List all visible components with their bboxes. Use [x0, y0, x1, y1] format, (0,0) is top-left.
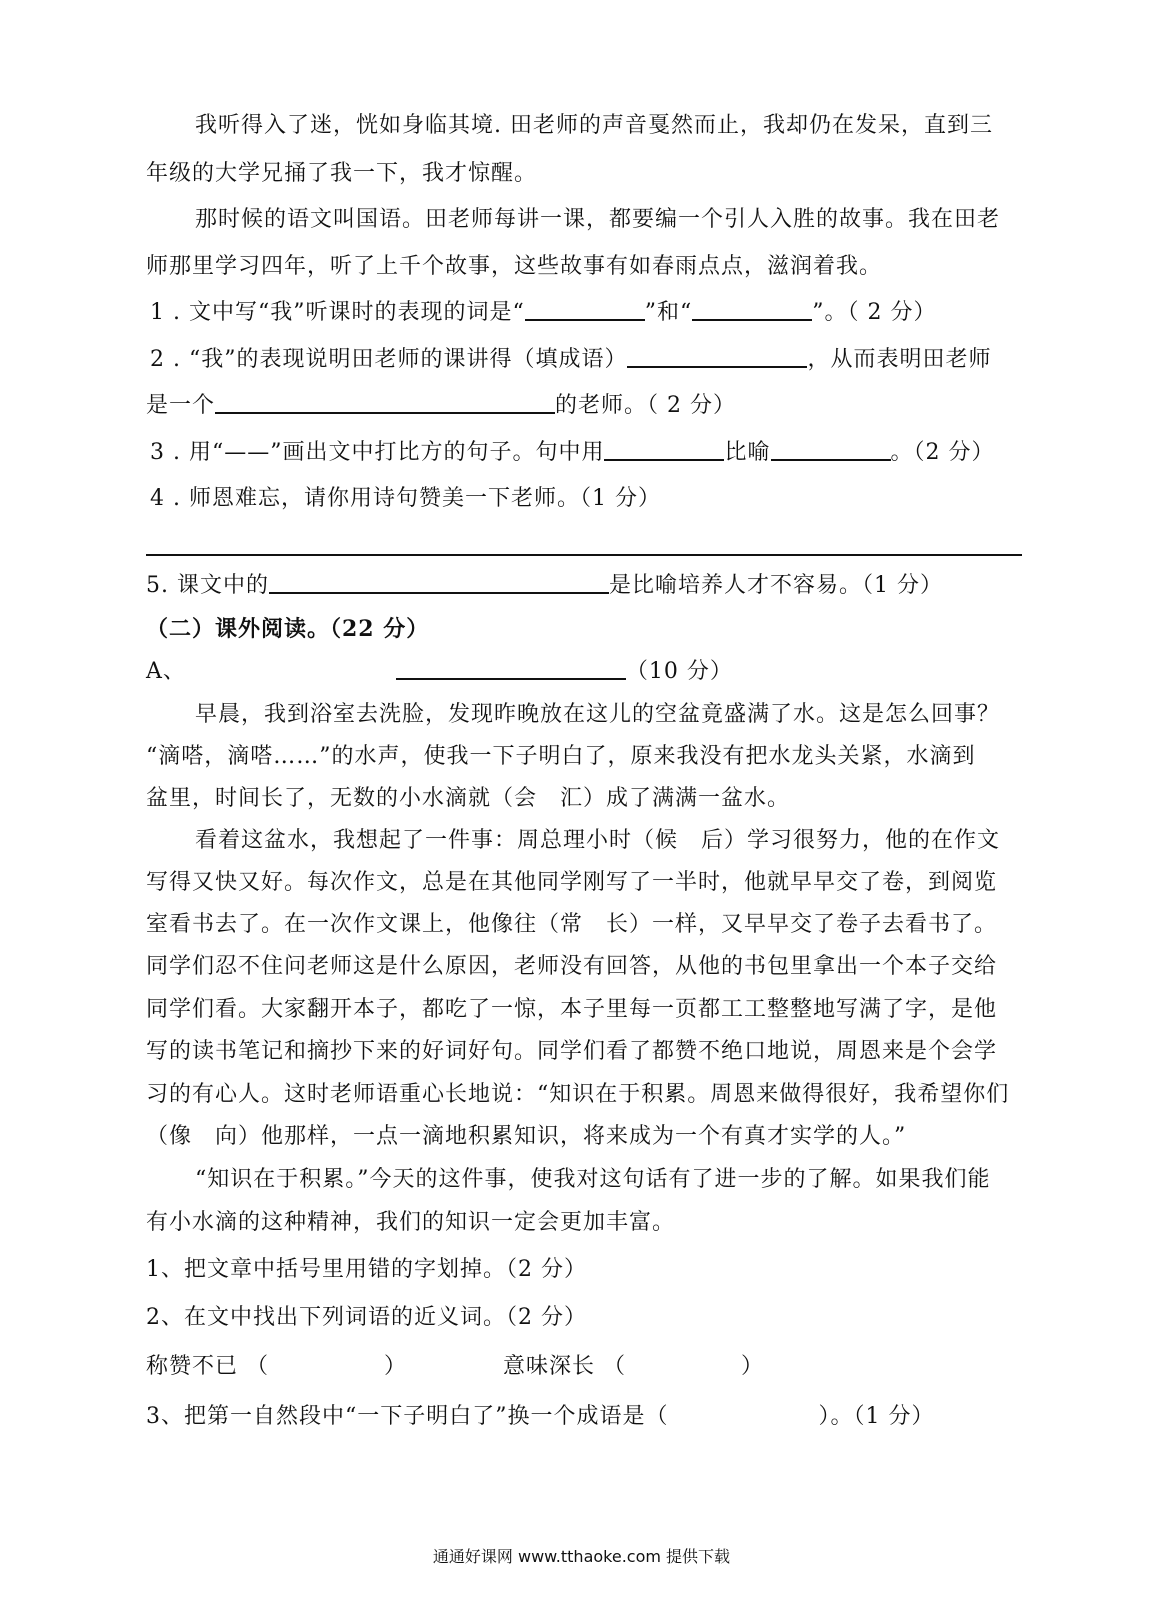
passage1-line: 那时候的语文叫国语。田老师每讲一课，都要编一个引人入胜的故事。我在田老 — [195, 207, 1001, 232]
passage2-line: 同学们忍不住问老师这是什么原因，老师没有回答，从他的书包里拿出一个本子交给 — [146, 954, 998, 979]
answer-blank[interactable] — [604, 437, 724, 461]
answer-blank[interactable] — [771, 437, 891, 461]
passage2-line: 盆里，时间长了，无数的小水滴就（会 汇）成了满满一盆水。 — [146, 786, 791, 811]
passage2-line: “知识在于积累。”今天的这件事，使我对这句话有了进一步的了解。如果我们能 — [195, 1167, 991, 1192]
passage1-line: 我听得入了迷，恍如身临其境. 田老师的声音戛然而止，我却仍在发呆，直到三 — [195, 113, 993, 138]
question-3: 3 . 用“——”画出文中打比方的句子。句中用 比喻 。（2 分） — [150, 437, 995, 468]
article-title-row: A、 （10 分） — [146, 656, 733, 687]
question-2-cont: 是一个 的老师。（ 2 分） — [146, 390, 736, 421]
question-b2: 2、在文中找出下列词语的近义词。（2 分） — [146, 1305, 587, 1330]
question-b3: 3、把第一自然段中“一下子明白了”换一个成语是（ ）。（1 分） — [146, 1404, 935, 1429]
passage1-line: 年级的大学兄捅了我一下，我才惊醒。 — [146, 161, 538, 186]
passage2-line: 习的有心人。这时老师语重心长地说：“知识在于积累。周恩来做得很好，我希望你们 — [146, 1082, 1010, 1107]
answer-blank[interactable] — [692, 297, 812, 321]
passage2-line: （像 向）他那样，一点一滴地积累知识，将来成为一个有真才实学的人。” — [146, 1124, 907, 1149]
passage1-line: 师那里学习四年，听了上千个故事，这些故事有如春雨点点，滋润着我。 — [146, 254, 883, 279]
passage2-line: 室看书去了。在一次作文课上，他像往（常 长）一样，又早早交了卷子去看书了。 — [146, 912, 998, 937]
answer-blank[interactable] — [215, 390, 555, 414]
question-4: 4 . 师恩难忘，请你用诗句赞美一下老师。（1 分） — [150, 486, 661, 511]
passage2-line: 早晨，我到浴室去洗脸，发现昨晚放在这儿的空盆竟盛满了水。这是怎么回事？ — [195, 702, 1001, 727]
question-1: 1 . 文中写“我”听课时的表现的词是“ ”和“ ”。（ 2 分） — [150, 297, 936, 328]
synonym-row: 称赞不已 （ ） 意味深长 （ ） — [146, 1354, 765, 1379]
passage2-line: 有小水滴的这种精神，我们的知识一定会更加丰富。 — [146, 1210, 676, 1235]
question-b1: 1、把文章中括号里用错的字划掉。（2 分） — [146, 1257, 587, 1282]
passage2-line: 写得又快又好。每次作文，总是在其他同学刚写了一半时，他就早早交了卷，到阅览 — [146, 870, 998, 895]
footer-credit: 通通好课网 www.tthaoke.com 提供下载 — [432, 1547, 731, 1566]
answer-blank[interactable] — [627, 344, 807, 368]
passage2-line: 看着这盆水，我想起了一件事：周总理小时（候 后）学习很努力，他的在作文 — [195, 828, 1001, 853]
passage2-line: “滴嗒，滴嗒……”的水声，使我一下子明白了，原来我没有把水龙头关紧，水滴到 — [146, 744, 976, 769]
passage2-line: 同学们看。大家翻开本子，都吃了一惊，本子里每一页都工工整整地写满了字，是他 — [146, 997, 998, 1022]
answer-blank[interactable] — [525, 297, 645, 321]
answer-line[interactable] — [146, 554, 1022, 556]
section-heading: （二）课外阅读。（22 分） — [146, 616, 430, 642]
answer-blank[interactable] — [269, 570, 609, 594]
passage2-line: 写的读书笔记和摘抄下来的好词好句。同学们看了都赞不绝口地说，周恩来是个会学 — [146, 1039, 998, 1064]
question-2: 2 . “我”的表现说明田老师的课讲得（填成语） ，从而表明田老师 — [150, 344, 992, 375]
question-5: 5. 课文中的 是比喻培养人才不容易。（1 分） — [146, 570, 943, 601]
title-blank[interactable] — [396, 656, 626, 680]
